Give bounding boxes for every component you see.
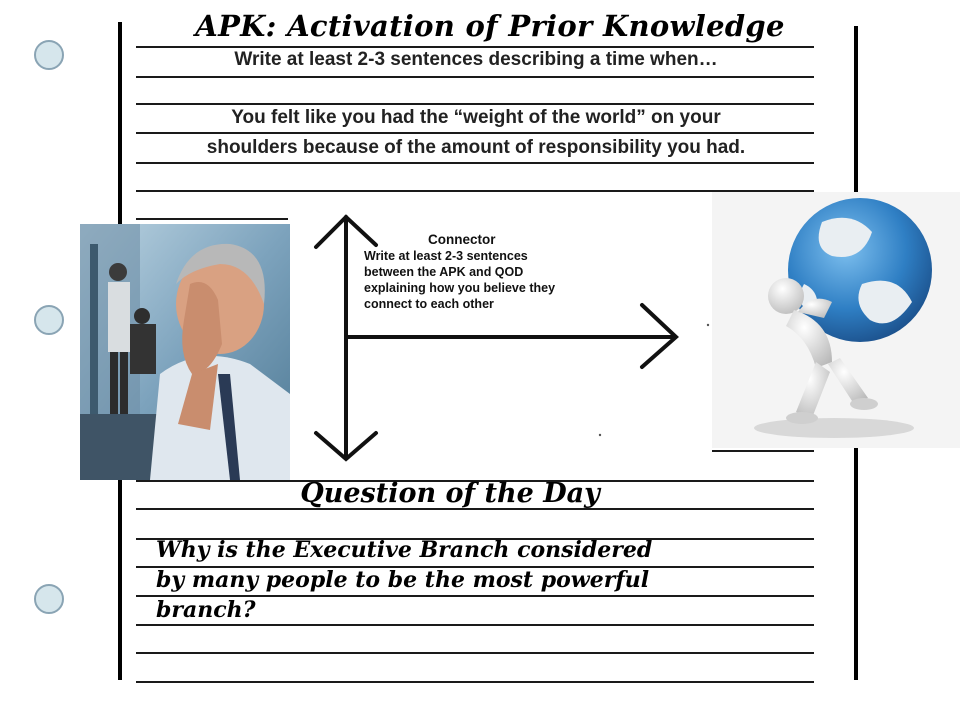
globe-carrier-image	[712, 192, 960, 448]
qod-title: Question of the Day	[300, 478, 600, 509]
ruled-line	[712, 450, 814, 452]
binder-hole-middle	[34, 305, 64, 335]
apk-prompt-line-1: You felt like you had the “weight of the world” on your	[231, 107, 721, 128]
qod-question-line-2: by many people to be the most powerful	[156, 567, 650, 593]
ruled-line	[136, 218, 288, 220]
connector-line-1: Write at least 2-3 sentences	[364, 249, 528, 263]
apk-prompt-line-2: shoulders because of the amount of responsibility you had.	[206, 137, 746, 158]
apk-instruction: Write at least 2-3 sentences describing a time when…	[234, 49, 718, 70]
ruled-line	[136, 132, 814, 134]
ruled-line	[136, 652, 814, 654]
ruled-line	[136, 103, 814, 105]
ruled-line	[136, 681, 814, 683]
connector-line-2: between the APK and QOD	[364, 265, 524, 279]
apk-title: APK: Activation of Prior Knowledge	[195, 9, 785, 43]
connector-line-3: explaining how you believe they	[364, 281, 556, 295]
qod-question-line-1: Why is the Executive Branch considered	[156, 537, 653, 563]
ruled-line	[136, 76, 814, 78]
connector-title: Connector	[428, 232, 496, 247]
binder-hole-bottom	[34, 584, 64, 614]
ruled-line	[136, 162, 814, 164]
connector-line-4: connect to each other	[364, 297, 494, 311]
stressed-man-photo	[80, 224, 290, 480]
binder-hole-top	[34, 40, 64, 70]
qod-question-line-3: branch?	[156, 597, 256, 623]
connector-diagram	[290, 205, 712, 477]
